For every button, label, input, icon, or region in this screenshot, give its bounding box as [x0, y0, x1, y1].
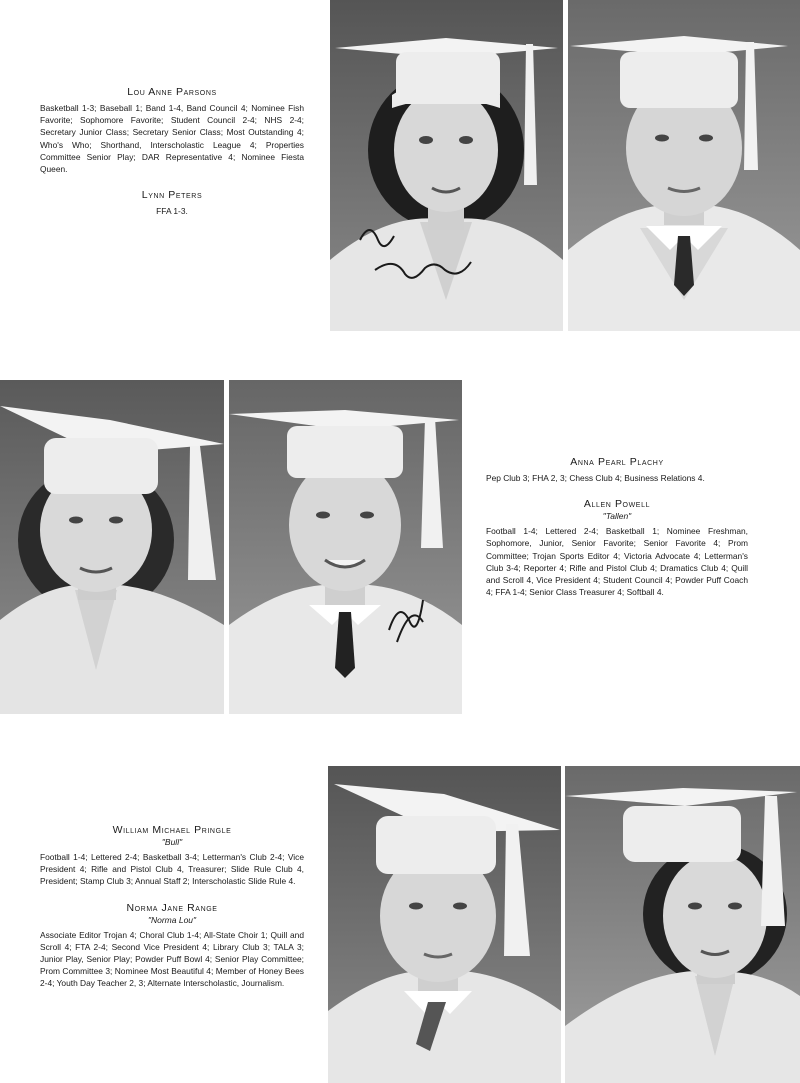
bio-block-top	[40, 86, 304, 231]
senior-name: Allen Powell	[583, 498, 651, 511]
senior-nickname: "Bull"	[161, 837, 183, 847]
senior-activities: Football 1-4; Lettered 2-4; Basketball 1; Nominee Freshman, Sophomore, Junior, Senior Favorite; Senior Favorite 4; Prom Committee; Trojan Sports Editor 4; Victoria Advocate 4; Letterman's Club 3-4; Reporter 4; Rifle and Pistol Club 4; Dramatics Club 4; Quill and Scroll 4, Vice President 4; Student Council 4; Powder Puff Coach 4; FFA 1-4; Senior Class Treasurer 4; Softball 4.	[486, 526, 748, 598]
senior-nickname: "Tallen"	[602, 511, 632, 522]
senior-activities: FFA 1-3.	[156, 206, 188, 217]
senior-name: Anna Pearl Plachy	[570, 456, 664, 468]
senior-activities: Basketball 1-3; Baseball 1; Band 1-4, Band Council 4; Nominee Fish Favorite; Sophomore Favorite; Student Council 2-4; NHS 2-4; Secretary Junior Class; Secretary Senior Class; Most Outstanding 4; Who's Who; Shorthand, Interscholastic League 4; Properties Committee Senior Play; DAR Representative 4; Nominee Fiesta Queen.	[40, 103, 304, 175]
signature-powell: Allen	[229, 380, 232, 381]
portrait-photo-powell	[229, 380, 462, 714]
senior-name: Norma Jane Range	[126, 901, 218, 914]
senior-activities: Associate Editor Trojan 4; Choral Club 1-4; All-State Choir 1; Quill and Scroll 4; FTA 2-4; Second Vice President 4; Library Club 3; TALA 3; Junior Play, Senior Play; Powder Puff Bowl 4; Senior Play Committee; Prom Committee 3; Nominee Most Beautiful 4; Member of Honey Bees 2-4; Youth Day Teacher 2, 3; Alternate Interscholastic, Journalism.	[40, 929, 304, 989]
portrait-photo-pringle	[328, 766, 561, 1083]
senior-name: Lynn Peters	[141, 189, 203, 202]
signature-parsons: Love Anne	[330, 0, 335, 1]
portrait-photo-parsons	[330, 0, 563, 331]
portrait-photo-peters	[568, 0, 800, 331]
bio-block-bottom	[40, 824, 304, 1004]
portrait-photo-plachy	[0, 380, 224, 714]
senior-nickname: "Norma Lou"	[147, 914, 197, 925]
senior-name: Lou Anne Parsons	[127, 86, 217, 98]
bio-block-middle	[486, 456, 748, 612]
portrait-photo-range	[565, 766, 800, 1083]
senior-activities: Football 1-4; Lettered 2-4; Basketball 3-4; Letterman's Club 2-4; Vice President 4; Rifle and Pistol Club 4, Treasurer; Slide Rule Club 4, President; Stamp Club 3; Annual Staff 2; Interscholastic Slide Rule 4.	[40, 852, 304, 887]
senior-activities: Pep Club 3; FHA 2, 3; Chess Club 4; Business Relations 4.	[486, 473, 705, 483]
senior-name: William Michael Pringle	[112, 824, 232, 836]
